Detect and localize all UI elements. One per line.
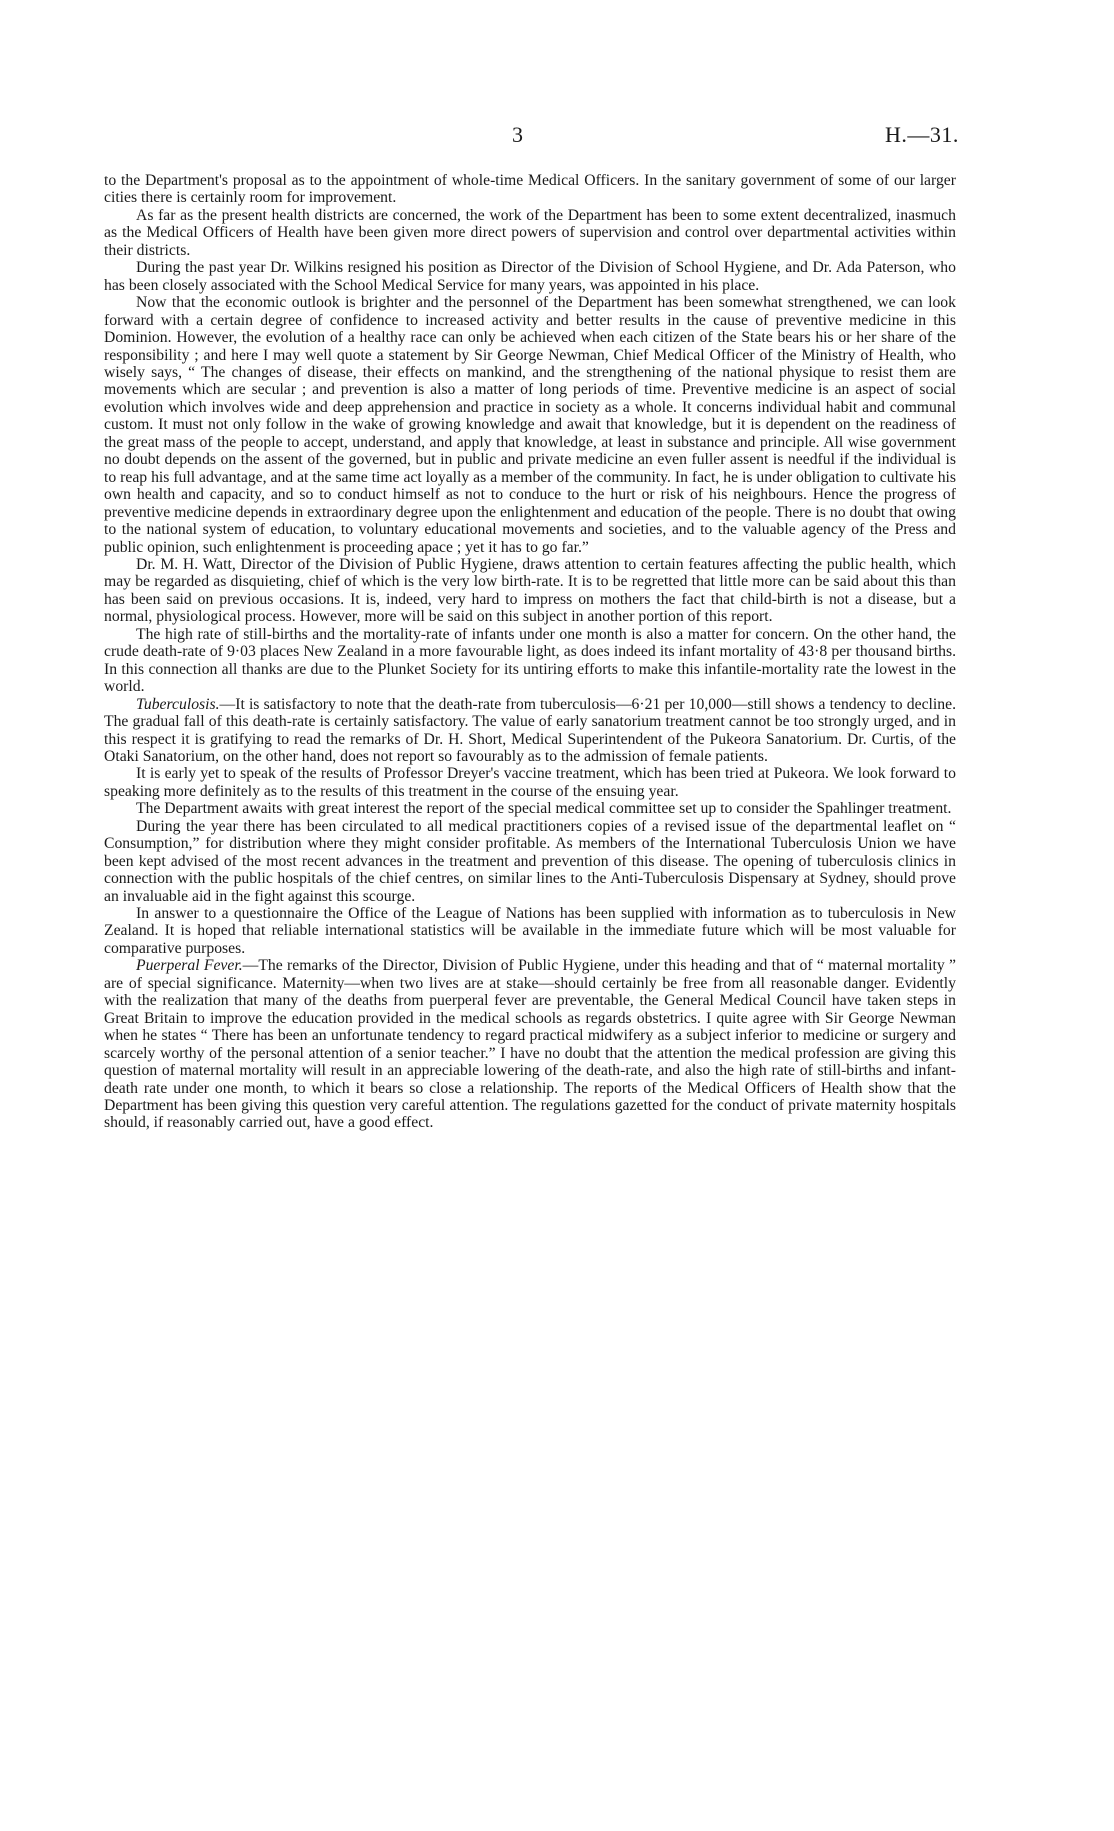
section-heading: Tuberculosis. [136,695,220,713]
body-text [104,172,956,1132]
paragraph: to the Department's proposal as to the appointment of whole-time Medical Officers. In the sanitary government of some of our larger cities there is certainly room for improvement. [104,172,956,207]
paragraph-puerperal-fever: Puerperal Fever.—The remarks of the Director, Division of Public Hygiene, under this heading and that of “ maternal mortality ” are of special significance. Maternity—when two lives are at stake—should certainly be free from all reasonable danger. Evidently with the realization that many of the deaths from puerperal fever are preventable, the General Medical Council have taken steps in Great Britain to improve the education provided in the medical schools as regards obstetrics. I quite agree with Sir George Newman when he states “ There has been an unfortunate tendency to regard practical midwifery as a subject inferior to medicine or surgery and scarcely worthy of the personal attention of a senior teacher.” I have no doubt that the attention the medical profession are giving this question of maternal mortality will result in an appreciable lowering of the death-rate, and also the high rate of still-births and infant-death rate under one month, to which it bears so close a relationship. The reports of the Medical Officers of Health show that the Department has been giving this question very careful attention. The regulations gazetted for the conduct of private maternity hospitals should, if reasonably carried out, have a good effect. [104,957,956,1132]
paragraph: Dr. M. H. Watt, Director of the Division of Public Hygiene, draws attention to certain features affecting the public health, which may be regarded as disquieting, chief of which is the very low birth-rate. It is to be regretted that little more can be said about this than has been said on previous occasions. It is, indeed, very hard to impress on mothers the fact that child-birth is not a disease, but a normal, physiological process. However, more will be said on this subject in another portion of this report. [104,555,956,626]
paragraph: The high rate of still-births and the mortality-rate of infants under one month is also a matter for concern. On the other hand, the crude death-rate of 9·03 places New Zealand in a more favourable light, as does indeed its infant mortality of 43·8 per thousand births. In this connection all thanks are due to the Plunket Society for its untiring efforts to make this infantile-mortality rate the lowest in the world. [104,625,956,696]
paragraph: During the past year Dr. Wilkins resigned his position as Director of the Division of School Hygiene, and Dr. Ada Paterson, who has been closely associated with the School Medical Service for many years, was appointed in his place. [104,259,956,294]
paragraph: In answer to a questionnaire the Office of the League of Nations has been supplied with information as to tuberculosis in New Zealand. It is hoped that reliable international statistics will be available in the immediate future which will be most valuable for comparative purposes. [104,905,956,957]
section-heading: Puerperal Fever. [136,957,243,975]
paragraph: The Department awaits with great interest the report of the special medical committee set up to consider the Spahlinger treatment. [136,800,952,818]
paragraph: It is early yet to speak of the results of Professor Dreyer's vaccine treatment, which has been tried at Pukeora. We look forward to speaking more definitely as to the results of this treatment in the course of the ensuing year. [104,765,956,800]
paragraph: During the year there has been circulated to all medical practitioners copies of a revised issue of the departmental leaflet on “ Consumption,” for distribution where they might consider profitable. As members of the International Tuberculosis Union we have been kept advised of the most recent advances in the treatment and prevention of this disease. The opening of tuberculosis clinics in connection with the public hospitals of the chief centres, on similar lines to the Anti-Tuberculosis Dispensary at Sydney, should prove an invaluable aid in the fight against this scourge. [104,817,956,905]
paragraph-tuberculosis: Tuberculosis.—It is satisfactory to note that the death-rate from tuberculosis—6·21 per 10,000—still shows a tendency to decline. The gradual fall of this death-rate is certainly satisfactory. The value of early sanatorium treatment cannot be too strongly urged, and in this respect it is gratifying to read the remarks of Dr. H. Short, Medical Superintendent of the Pukeora Sanatorium. Dr. Curtis, of the Otaki Sanatorium, on the other hand, does not report so favourably as to the admission of female patients. [104,695,956,765]
paragraph: As far as the present health districts are concerned, the work of the Department has been to some extent decentralized, inasmuch as the Medical Officers of Health have been given more direct powers of supervision and control over departmental activities within their districts. [104,206,956,259]
document-reference: H.—31. [885,122,959,147]
page-number: 3 [512,122,523,147]
paragraph: Now that the economic outlook is brighter and the personnel of the Department has been somewhat strengthened, we can look forward with a certain degree of confidence to increased activity and better results in the cause of preventive medicine in this Dominion. However, the evolution of a healthy race can only be achieved when each citizen of the State bears his or her share of the responsibility ; and here I may well quote a statement by Sir George Newman, Chief Medical Officer of the Ministry of Health, who wisely says, “ The changes of disease, their effects on mankind, and the strengthening of the national physique to resist them are movements which are secular ; and prevention is also a matter of long periods of time. Preventive medicine is an aspect of social evolution which involves wide and deep apprehension and practice in society as a whole. It concerns individual habit and communal custom. It must not only follow in the wake of growing knowledge and await that knowledge, but it is dependent on the readiness of the great mass of the people to accept, understand, and apply that knowledge, at least in substance and principle. All wise government no doubt depends on the assent of the governed, but in public and private medicine an even fuller assent is needful if the individual is to reap his full advantage, and at the same time act loyally as a member of the community. In fact, he is under obligation to cultivate his own health and capacity, and so to conduct himself as not to conduce to the hurt or risk of his neighbours. Hence the progress of preventive medicine depends in extraordinary degree upon the enlightenment and education of the people. There is no doubt that owing to the national system of education, to voluntary educational movements and societies, and to the valuable agency of the Press and public opinion, such enlightenment is proceeding apace ; yet it has to go far.” [104,294,956,556]
